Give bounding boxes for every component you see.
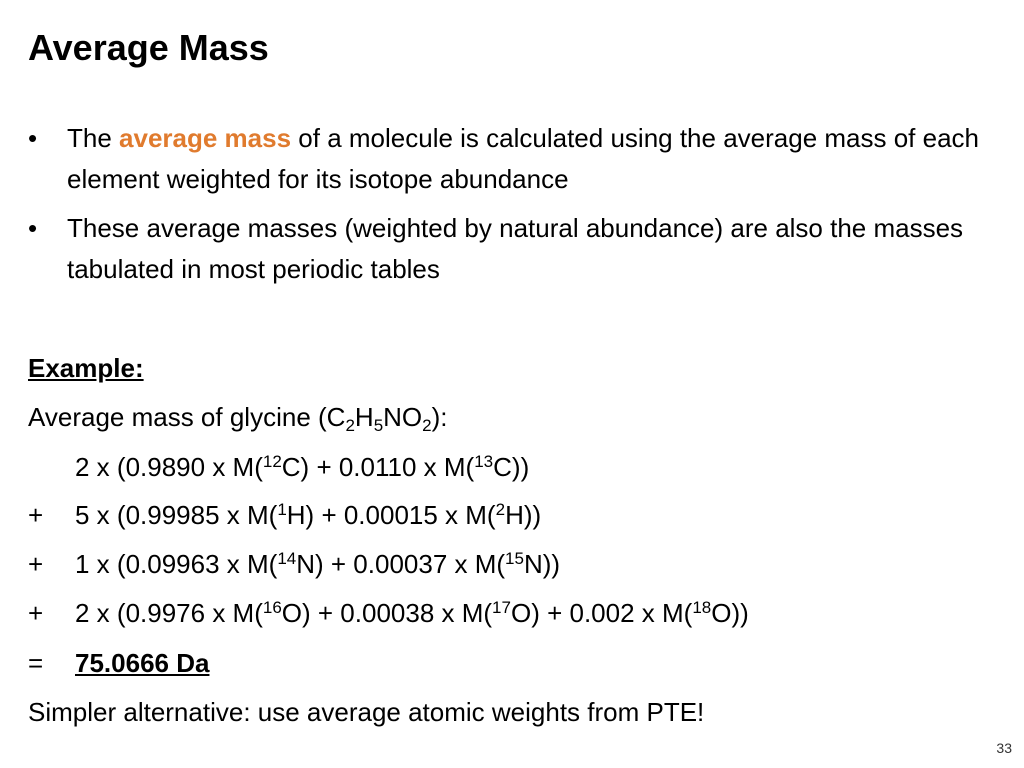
intro-end: ):: [431, 402, 448, 432]
subscript: 2: [345, 416, 355, 435]
intro-element: NO: [383, 402, 423, 432]
example-intro: [28, 399, 448, 435]
intro-element: H: [354, 402, 374, 432]
calculation-row: [28, 449, 529, 485]
row-operator: +: [28, 598, 44, 628]
row-term: H)): [505, 500, 542, 530]
page-number: 33: [996, 740, 1012, 756]
bullet-text-suffix: of a molecule is calculated using the average mass of each element weighted for its isotope abundance: [67, 123, 980, 194]
bullet-marker: •: [28, 123, 38, 153]
subscript: 2: [422, 416, 432, 435]
superscript: 16: [262, 598, 282, 617]
row-term: 2 x (0.9890 x M(: [75, 452, 263, 482]
row-term: C)): [493, 452, 530, 482]
row-term: O)): [711, 598, 749, 628]
calculation-row: [28, 497, 541, 533]
bullet-list: [28, 118, 988, 298]
row-term: N) + 0.00037 x M(: [296, 549, 506, 579]
row-term: O) + 0.002 x M(: [510, 598, 693, 628]
calculation-row: [28, 595, 749, 631]
superscript: 15: [505, 549, 524, 568]
row-term: N)): [523, 549, 561, 579]
simpler-alternative-note: Simpler alternative: use average atomic weights from PTE!: [28, 697, 705, 727]
bullet-item: [28, 118, 988, 200]
row-term: H) + 0.00015 x M(: [286, 500, 496, 530]
row-term: C) + 0.0110 x M(: [281, 452, 475, 482]
bullet-item: [28, 208, 988, 290]
row-term: O) + 0.00038 x M(: [281, 598, 493, 628]
bullet-marker: •: [28, 213, 38, 243]
bullet-text: These average masses (weighted by natural abundance) are also the masses tabulated in most periodic tables: [67, 213, 964, 284]
intro-text: Average mass of glycine (C: [28, 402, 346, 432]
superscript: 2: [495, 500, 506, 519]
result-value: 75.0666 Da: [75, 648, 210, 678]
slide-title: Average Mass: [28, 27, 269, 68]
result-row: [28, 645, 209, 681]
superscript: 1: [277, 500, 287, 519]
highlighted-term: average mass: [119, 123, 292, 153]
bullet-text-prefix: The: [67, 123, 120, 153]
calculation-row: [28, 546, 560, 582]
row-term: 5 x (0.99985 x M(: [75, 500, 278, 530]
superscript: 13: [474, 452, 494, 471]
row-operator: +: [28, 549, 44, 579]
superscript: 18: [692, 598, 712, 617]
superscript: 14: [277, 549, 297, 568]
example-heading-line: [28, 350, 144, 386]
row-term: 2 x (0.9976 x M(: [75, 598, 263, 628]
superscript: 12: [262, 452, 282, 471]
row-term: 1 x (0.09963 x M(: [75, 549, 278, 579]
subscript: 5: [373, 416, 384, 435]
result-operator: =: [28, 648, 44, 678]
superscript: 17: [492, 598, 511, 617]
row-operator: +: [28, 500, 44, 530]
example-heading: Example:: [28, 353, 144, 383]
